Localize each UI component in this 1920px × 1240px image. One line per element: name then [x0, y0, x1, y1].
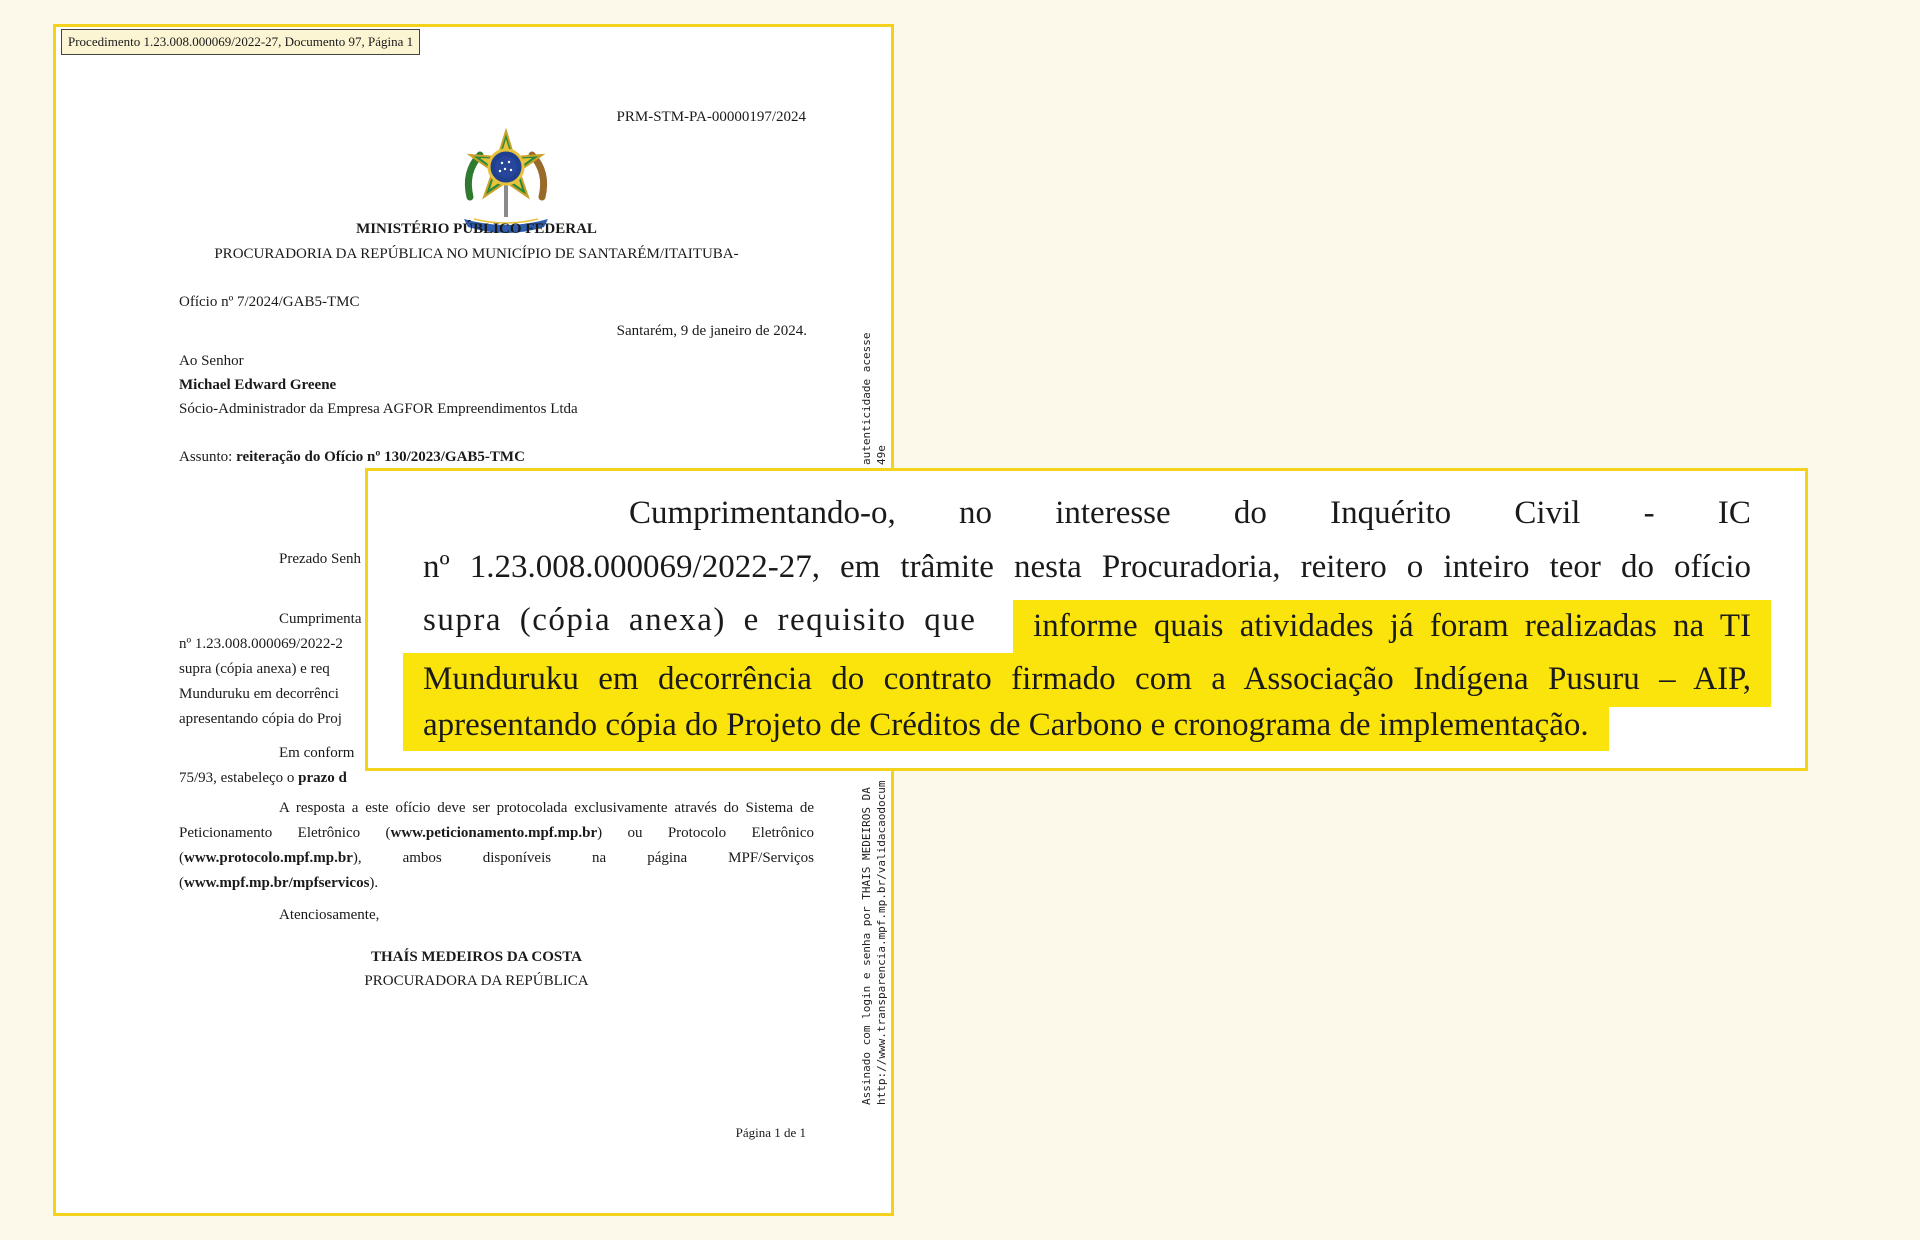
excerpt-word: Inquérito [1330, 495, 1452, 531]
para1-line: Cumprimenta [279, 611, 362, 627]
page-count: Página 1 de 1 [735, 1125, 806, 1140]
para3-text: ). [369, 875, 379, 891]
closing: Atenciosamente, [279, 907, 380, 923]
excerpt-highlight: apresentando cópia do Projeto de Créditos de Carbono e cronograma de implementação. [403, 701, 1609, 751]
excerpt-line-3 [423, 600, 1751, 654]
excerpt-word: Civil [1514, 495, 1581, 531]
peticionamento-link: www.peticionamento.mpf.mp.br [390, 825, 598, 841]
ministry-name: MINISTÉRIO PÚBLICO FEDERAL [356, 221, 597, 237]
oficio-number: Ofício nº 7/2024/GAB5-TMC [179, 294, 360, 310]
para1-line: supra (cópia anexa) e req [179, 661, 330, 677]
excerpt-line-1 [423, 493, 1751, 533]
protocolo-link: www.protocolo.mpf.mp.br [184, 850, 353, 866]
signatory-name: THAÍS MEDEIROS DA COSTA [370, 949, 583, 965]
excerpt-word: no [958, 495, 992, 531]
recipient-role: Sócio-Administrador da Empresa AGFOR Empreendimentos Ltda [179, 401, 578, 417]
recipient-name: Michael Edward Greene [179, 377, 337, 393]
subject-line [179, 449, 525, 466]
excerpt-word: Cumprimentando-o, [629, 495, 896, 531]
signature-vertical-text: Assinado com login e senha por THAIS MEDEIROS DA [860, 787, 873, 1105]
excerpt-line-5 [423, 705, 1751, 745]
place-date: Santarém, 9 de janeiro de 2024. [616, 323, 807, 339]
subject-value: reiteração do Ofício nº 130/2023/GAB5-TMC [236, 449, 525, 465]
zoomed-excerpt-panel [365, 468, 1808, 771]
para2-line: Em conform [279, 745, 355, 761]
excerpt-word: IC [1717, 495, 1751, 531]
greeting: Prezado Senh [279, 551, 362, 567]
signature-vertical-text-top: autenticidade acesse [860, 332, 873, 465]
para2-bold: prazo d [298, 770, 347, 786]
para2-text: 75/93, estabeleço o [179, 770, 295, 786]
para2-line [179, 770, 347, 787]
mpfservicos-link: www.mpf.mp.br/mpfservicos [184, 875, 370, 891]
recipient-salutation: Ao Senhor [179, 353, 244, 369]
excerpt-plain-text: supra (cópia anexa) e requisito que [423, 602, 977, 638]
para3-text: ) ou Protocolo Eletrônico ( [179, 825, 814, 866]
signatory-title: PROCURADORA DA REPÚBLICA [364, 973, 589, 989]
para3-text: ), ambos disponíveis na página MPF/Serviços ( [179, 850, 814, 891]
para1-line: Munduruku em decorrênci [179, 686, 339, 702]
para1-line: nº 1.23.008.000069/2022-2 [179, 636, 343, 652]
validation-url-vertical-text: http://www.transparencia.mpf.mp.br/validacaodocum [875, 780, 888, 1105]
para3-text: A resposta a este ofício deve ser protocolada exclusivamente através do Sistema de Peticionamento Eletrônico ( [179, 800, 814, 841]
excerpt-line-4 [423, 653, 1751, 707]
document-id: PRM-STM-PA-00000197/2024 [616, 109, 806, 125]
procedure-stamp: Procedimento 1.23.008.000069/2022-27, Documento 97, Página 1 [61, 29, 420, 55]
validation-url-vertical-text-top: 49e [875, 445, 888, 465]
excerpt-word: interesse [1055, 495, 1171, 531]
response-paragraph [179, 796, 814, 896]
para1-line: apresentando cópia do Proj [179, 711, 342, 727]
excerpt-word: do [1233, 495, 1267, 531]
excerpt-highlight: informe quais atividades já foram realizadas na TI [1013, 600, 1771, 654]
excerpt-line-2: nº 1.23.008.000069/2022-27, em trâmite nesta Procuradoria, reitero o inteiro teor do ofício [423, 549, 1751, 585]
excerpt-highlight: Munduruku em decorrência do contrato firmado com a Associação Indígena Pusuru – AIP, [403, 653, 1771, 707]
excerpt-word: - [1643, 495, 1655, 531]
office-name: PROCURADORIA DA REPÚBLICA NO MUNICÍPIO DE SANTARÉM/ITAITUBA- [214, 246, 739, 262]
subject-label: Assunto: [179, 449, 233, 465]
